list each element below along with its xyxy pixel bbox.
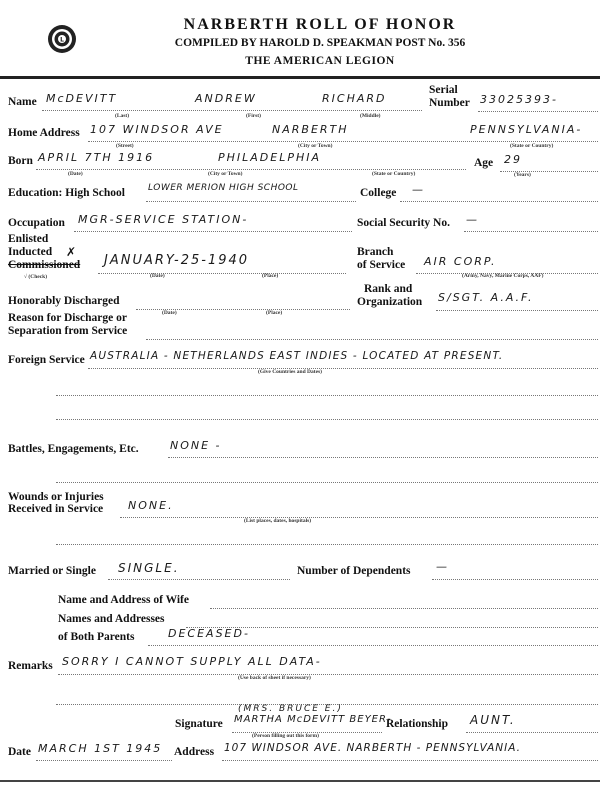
marital-status-value: SINGLE. — [118, 561, 180, 575]
date-label: Date — [8, 746, 31, 758]
form-subtitle: COMPILED BY HAROLD D. SPEAKMAN POST No. 356 — [174, 37, 466, 49]
branch-label-1: Branch — [357, 246, 394, 258]
social-security-label: Social Security No. — [357, 217, 450, 229]
first-name-value: ANDREW — [195, 92, 257, 105]
rank-label-2: Organization — [357, 296, 423, 308]
parents-label-2: of Both Parents — [58, 631, 135, 643]
dependents-value: — — [436, 560, 449, 573]
name-label: Name — [8, 96, 37, 108]
high-school-value: LOWER MERION HIGH SCHOOL — [148, 183, 299, 193]
parents-label-1: Names and Addresses — [58, 613, 165, 625]
last-caption: (Last) — [115, 113, 130, 119]
branch-label-2: of Service — [357, 259, 406, 271]
state-value: PENNSYLVANIA- — [470, 123, 583, 136]
dependents-field[interactable] — [432, 565, 598, 580]
serial-label-1: Serial — [429, 84, 458, 96]
born-label: Born — [8, 155, 33, 167]
birth-city-caption: (City or Town) — [208, 171, 243, 177]
discharge-reason-label-1: Reason for Discharge or — [8, 312, 127, 324]
serial-label-2: Number — [429, 97, 470, 109]
rank-label-1: Rank and — [364, 283, 413, 295]
birth-date-value: APRIL 7TH 1916 — [38, 151, 155, 164]
years-caption: (Years) — [514, 172, 531, 178]
discharge-date-caption: (Date) — [162, 310, 177, 316]
social-security-value: — — [466, 213, 479, 226]
college-label: College — [360, 187, 397, 199]
street-value: 107 WINDSOR AVE — [90, 123, 224, 136]
commissioned-option[interactable]: Commissioned — [8, 259, 81, 271]
street-caption: (Street) — [116, 143, 134, 149]
wounds-value: NONE. — [128, 499, 174, 512]
birth-state-caption: (State or Country) — [372, 171, 416, 177]
parents-field-1[interactable] — [186, 613, 598, 628]
wife-field[interactable] — [210, 594, 598, 609]
entry-date-value: JANUARY-25-1940 — [104, 253, 250, 268]
relationship-label: Relationship — [386, 718, 448, 730]
branch-caption: (Army, Navy, Marine Corps, AAF) — [462, 273, 544, 279]
discharge-place-caption: (Place) — [266, 310, 283, 316]
foreign-service-caption: (Give Countries and Dates) — [258, 369, 323, 375]
battles-field[interactable] — [168, 443, 598, 458]
relationship-value: AUNT. — [470, 713, 516, 727]
inducted-check-mark-icon: ✗ — [66, 245, 77, 259]
address-value: 107 WINDSOR AVE. NARBERTH - PENNSYLVANIA. — [224, 742, 521, 754]
signature-value: MARTHA McDEVITT BEYER- — [234, 714, 392, 725]
occupation-value: MGR-SERVICE STATION- — [78, 213, 249, 226]
honorably-discharged-label: Honorably Discharged — [8, 295, 120, 307]
wounds-label-1: Wounds or Injuries — [8, 491, 104, 503]
foreign-service-line-2[interactable] — [56, 381, 598, 396]
address-label: Address — [174, 746, 215, 758]
signature-annotation: (MRS. BRUCE E.) — [238, 704, 343, 714]
battles-line-2[interactable] — [56, 468, 598, 483]
foreign-service-value: AUSTRALIA - NETHERLANDS EAST INDIES - LOCATED AT PRESENT. — [90, 350, 504, 362]
city-value: NARBERTH — [272, 123, 349, 136]
remarks-label: Remarks — [8, 660, 53, 672]
dependents-label: Number of Dependents — [297, 565, 411, 577]
age-label: Age — [474, 157, 494, 169]
branch-value: AIR CORP. — [424, 255, 497, 268]
enlisted-option[interactable]: Enlisted — [8, 233, 49, 245]
honorably-discharged-field[interactable] — [136, 295, 350, 310]
remarks-value: SORRY I CANNOT SUPPLY ALL DATA- — [62, 655, 322, 668]
wounds-line-2[interactable] — [56, 530, 598, 545]
svg-text:L: L — [60, 36, 64, 44]
marital-status-label: Married or Single — [8, 565, 96, 577]
home-address-label: Home Address — [8, 127, 80, 139]
education-label: Education: High School — [8, 187, 125, 199]
discharge-reason-label-2: Separation from Service — [8, 325, 128, 337]
serial-number-value: 33025393- — [480, 93, 558, 106]
wounds-field[interactable] — [120, 503, 598, 518]
signature-label: Signature — [175, 718, 223, 730]
city-caption: (City or Town) — [298, 143, 333, 149]
foreign-service-line-3[interactable] — [56, 405, 598, 420]
wounds-caption: (List places, dates, hospitals) — [244, 518, 312, 524]
inducted-option[interactable]: Inducted — [8, 246, 53, 258]
discharge-reason-field[interactable] — [146, 325, 598, 340]
header-divider — [0, 76, 600, 79]
first-caption: (First) — [246, 113, 261, 119]
form-title: NARBERTH ROLL OF HONOR — [183, 16, 457, 33]
parents-value: DECEASED- — [168, 627, 250, 640]
rank-value: S/SGT. A.A.F. — [438, 291, 534, 304]
entry-date-caption: (Date) — [150, 273, 165, 279]
middle-name-value: RICHARD — [322, 92, 387, 105]
wounds-label-2: Received in Service — [8, 503, 104, 515]
battles-label: Battles, Engagements, Etc. — [8, 443, 139, 455]
date-value: MARCH 1ST 1945 — [38, 742, 163, 755]
birth-city-value: PHILADELPHIA — [218, 151, 322, 164]
college-field[interactable] — [400, 187, 598, 202]
college-value: — — [412, 183, 425, 196]
signature-caption: (Person filling out this form) — [252, 733, 319, 739]
wife-label: Name and Address of Wife — [58, 594, 189, 606]
entry-place-caption: (Place) — [262, 273, 279, 279]
footer-divider — [0, 780, 600, 782]
date-caption: (Date) — [68, 171, 83, 177]
remarks-line-2[interactable] — [56, 690, 598, 705]
age-value: 29 — [504, 153, 522, 166]
check-caption: √ (Check) — [24, 274, 48, 280]
organization-name: THE AMERICAN LEGION — [245, 55, 395, 67]
social-security-field[interactable] — [464, 217, 598, 232]
remarks-caption: (Use back of sheet if necessary) — [238, 675, 311, 681]
foreign-service-label: Foreign Service — [8, 354, 85, 366]
middle-caption: (Middle) — [360, 113, 381, 119]
last-name-value: McDEVITT — [46, 92, 118, 105]
battles-value: NONE - — [170, 439, 222, 452]
state-caption: (State or Country) — [510, 143, 554, 149]
occupation-label: Occupation — [8, 217, 65, 229]
